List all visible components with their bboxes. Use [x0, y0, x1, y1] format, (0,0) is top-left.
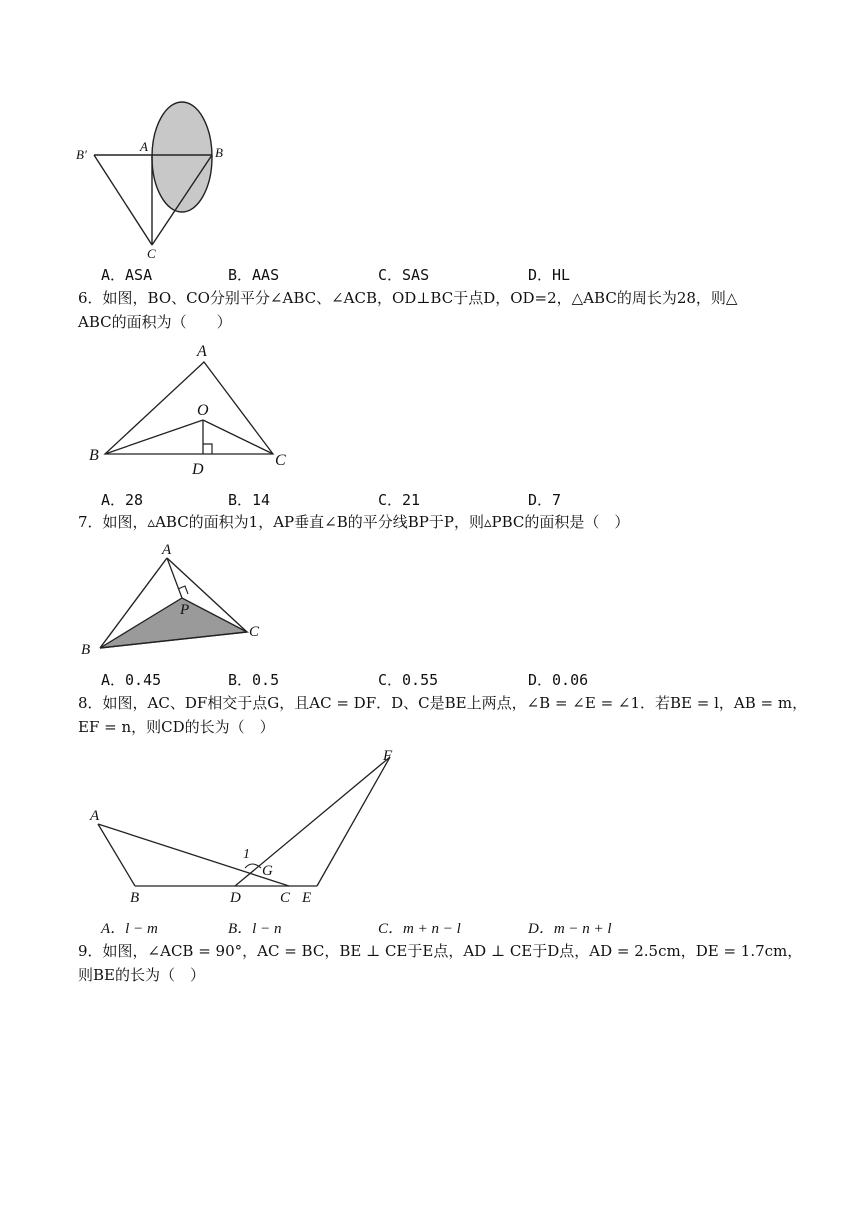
label-c: C	[280, 890, 291, 906]
q8-line2: EF = n，则CD的长为（ ）	[78, 718, 275, 736]
q6-option-a[interactable]: A．28	[101, 491, 144, 509]
label-f: F	[383, 748, 393, 764]
q8-line1: 8．如图，AC、DF相交于点G，且AC = DF．D、C是BE上两点，∠B = ∠E = ∠1．若BE = l，AB = m，	[78, 694, 808, 712]
q6-line1: 6．如图，BO、CO分别平分∠ABC、∠ACB，OD⊥BC于点D，OD=2，△ABC的周长为28，则△	[78, 289, 738, 307]
q6-option-c[interactable]: C．21	[378, 491, 421, 509]
q7-option-d[interactable]: D．0.06	[528, 671, 589, 689]
q6-line2: ABC的面积为（ ）	[78, 313, 232, 331]
segment-d-f	[235, 757, 390, 886]
q5-option-b[interactable]: B．AAS	[228, 266, 280, 284]
label-e: E	[302, 890, 312, 906]
label-a: A	[162, 542, 172, 558]
q6-figure	[85, 340, 300, 480]
q9-stem	[78, 939, 803, 987]
q8-option-a[interactable]: A．l − m	[101, 921, 158, 937]
q8-stem	[78, 691, 808, 739]
q9-line1: 9．如图，∠ACB = 90°，AC = BC，BE ⊥ CE于E点，AD ⊥ CE于D点，AD = 2.5cm，DE = 1.7cm，	[78, 942, 803, 960]
q6-options	[101, 489, 801, 511]
label-g: G	[262, 863, 273, 879]
q6-option-d[interactable]: D．7	[528, 491, 562, 509]
label-d: D	[192, 461, 204, 478]
triangle-abc	[105, 362, 273, 454]
q8-option-d[interactable]: D．m − n + l	[528, 921, 612, 937]
q8-figure	[85, 742, 400, 907]
label-b-prime: B′	[76, 147, 87, 162]
angle-1-arc	[245, 864, 261, 868]
q7-option-b[interactable]: B．0.5	[228, 671, 280, 689]
label-c: C	[249, 624, 260, 640]
label-1: 1	[243, 847, 250, 862]
label-d: D	[230, 890, 241, 906]
label-b: B	[89, 447, 99, 464]
label-b: B	[215, 145, 223, 160]
label-a: A	[197, 343, 207, 360]
label-o: O	[197, 402, 209, 419]
q8-options	[101, 917, 801, 939]
label-c: C	[147, 246, 156, 261]
q7-stem	[78, 510, 788, 534]
q5-option-c[interactable]: C．SAS	[378, 266, 430, 284]
right-angle-mark	[203, 444, 212, 454]
q5-option-a[interactable]: A．ASA	[101, 266, 153, 284]
segment-a-c	[98, 824, 289, 886]
label-b: B	[130, 890, 140, 906]
segment-c-o	[203, 420, 273, 454]
label-c: C	[275, 452, 286, 469]
label-a: A	[90, 808, 100, 824]
shaded-ellipse	[152, 102, 212, 212]
label-p: P	[180, 602, 190, 618]
label-b: B	[81, 642, 91, 658]
segment-b-prime-c	[94, 155, 152, 245]
q7-options	[101, 669, 801, 691]
q7-line1: 7．如图，▵ABC的面积为1，AP垂直∠B的平分线BP于P，则▵PBC的面积是（ ）	[78, 513, 630, 531]
segment-f-e	[317, 757, 390, 886]
q7-figure	[75, 538, 275, 660]
q5-figure	[70, 95, 240, 265]
q5-option-d[interactable]: D．HL	[528, 266, 571, 284]
q7-option-a[interactable]: A．0.45	[101, 671, 162, 689]
q8-option-b[interactable]: B．l − n	[228, 921, 282, 937]
q6-option-b[interactable]: B．14	[228, 491, 271, 509]
segment-b-o	[105, 420, 203, 454]
q8-option-c[interactable]: C．m + n − l	[378, 921, 461, 937]
q7-option-c[interactable]: C．0.55	[378, 671, 439, 689]
q9-line2: 则BE的长为（ ）	[78, 966, 205, 984]
q6-stem	[78, 286, 788, 334]
q5-options	[101, 264, 801, 286]
label-a: A	[140, 139, 148, 154]
segment-a-b	[98, 824, 135, 886]
